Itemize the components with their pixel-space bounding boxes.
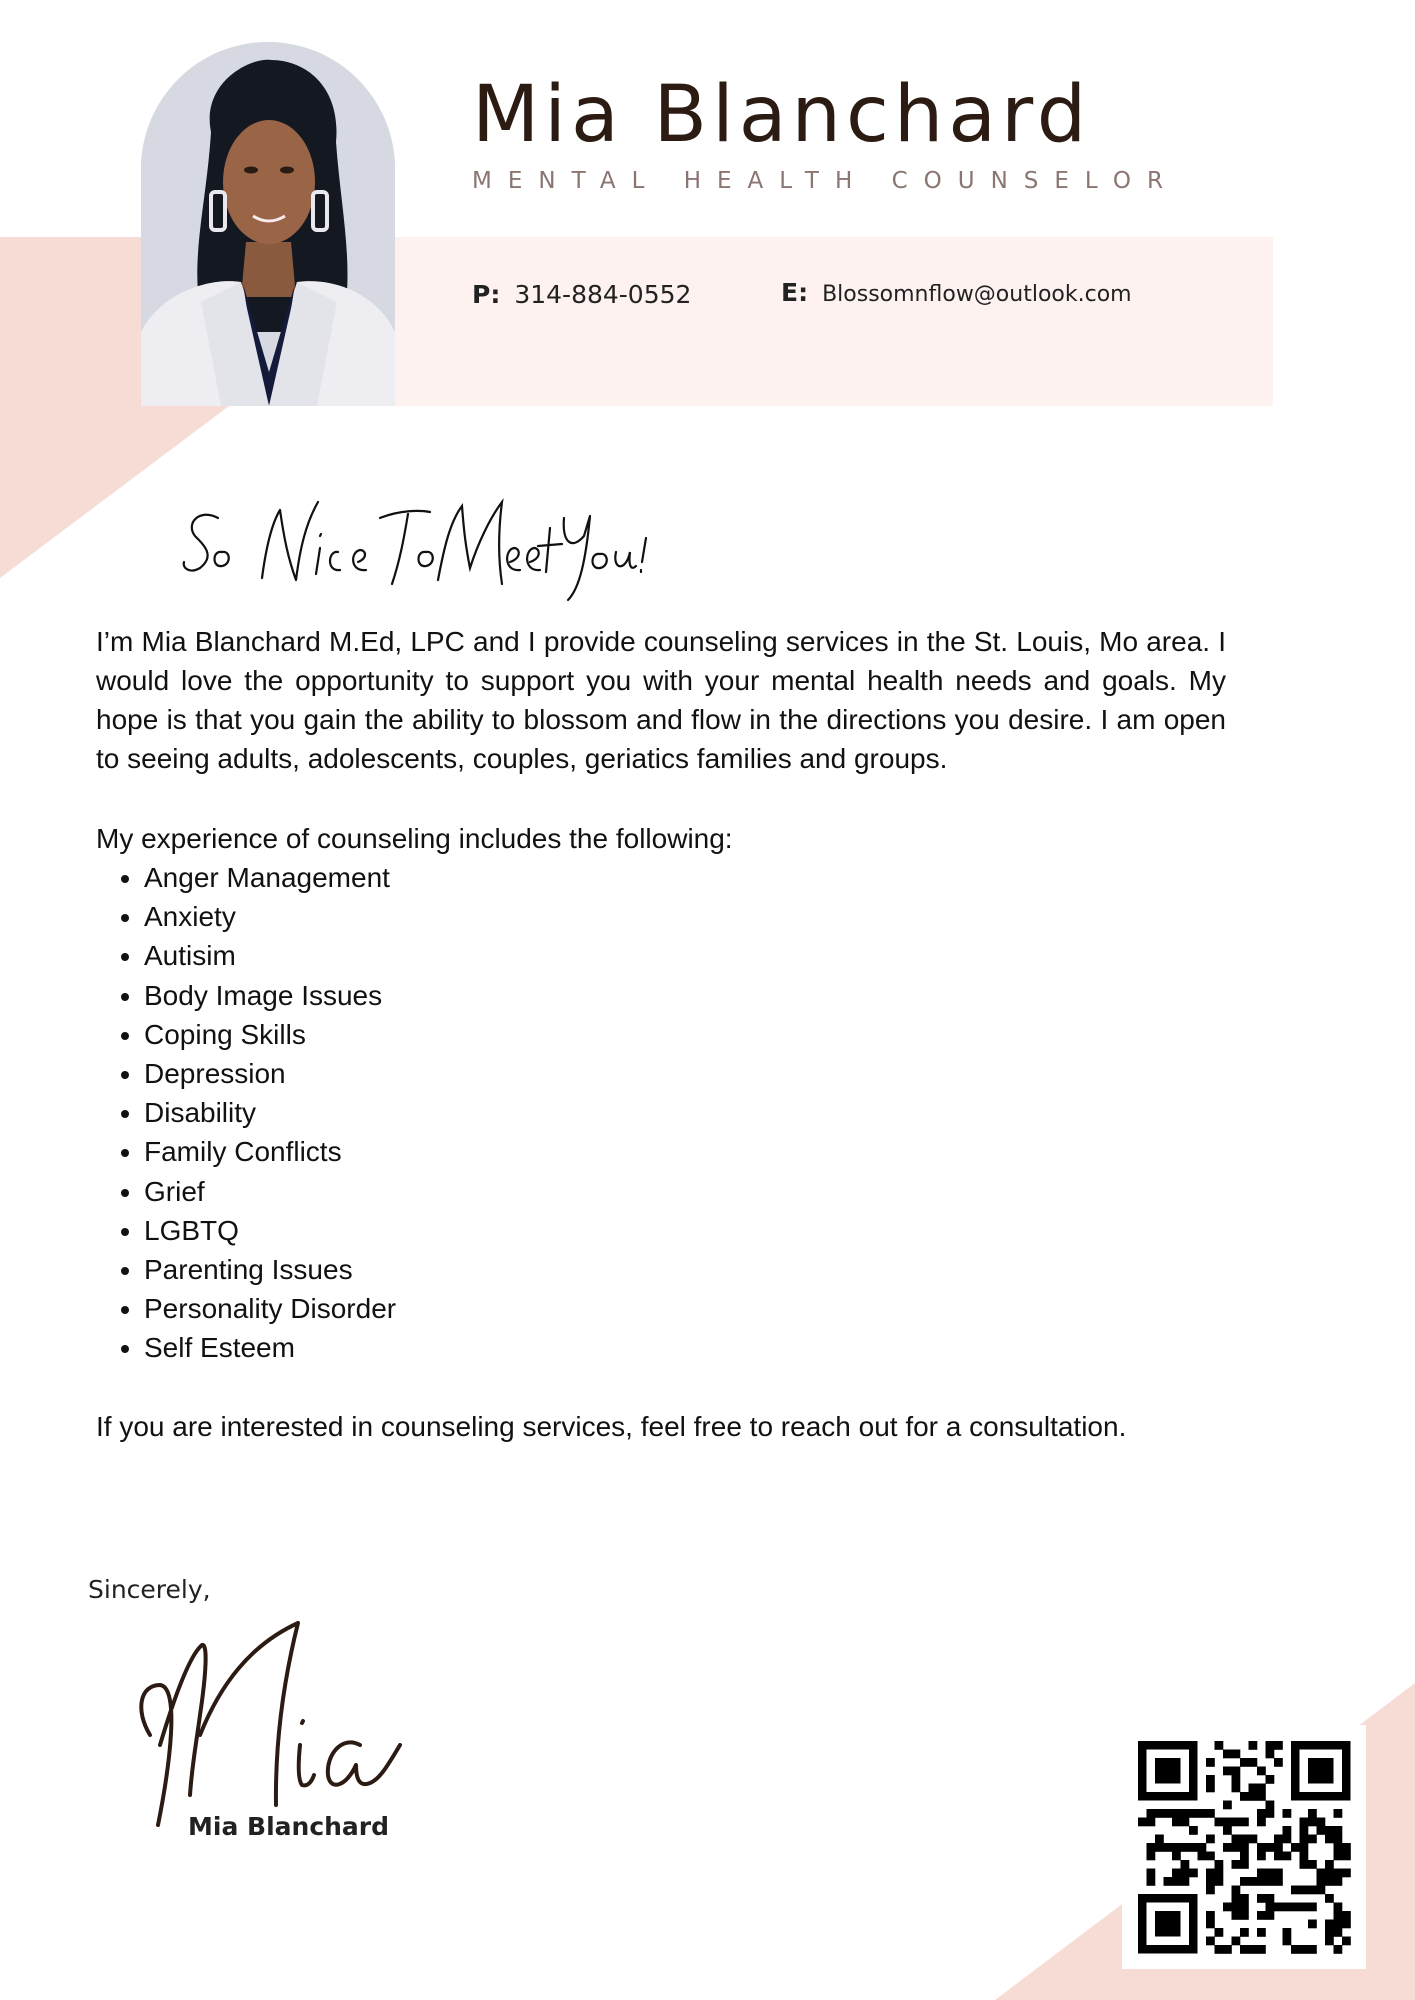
- list-item: • Personality Disorder: [144, 1289, 396, 1328]
- list-item: • Parenting Issues: [144, 1250, 396, 1289]
- phone-number: 314-884-0552: [514, 280, 692, 309]
- email-label: E:: [781, 278, 809, 307]
- signature-script: [130, 1615, 430, 1845]
- list-item: • Anxiety: [144, 897, 396, 936]
- applicant-name: Mia Blanchard: [472, 70, 1092, 160]
- list-item: • Disability: [144, 1093, 396, 1132]
- greeting-script: [180, 488, 660, 608]
- sign-off: Sincerely,: [88, 1575, 211, 1604]
- list-item: • Coping Skills: [144, 1015, 396, 1054]
- list-item: • Self Esteem: [144, 1328, 396, 1367]
- phone-contact: [472, 280, 691, 309]
- qr-code: [1122, 1725, 1366, 1969]
- list-item: • Depression: [144, 1054, 396, 1093]
- list-item: • Autisim: [144, 936, 396, 975]
- contact-band: [395, 237, 1273, 406]
- list-item: • LGBTQ: [144, 1211, 396, 1250]
- email-contact: [781, 278, 1132, 307]
- experience-heading: My experience of counseling includes the following:: [96, 823, 733, 854]
- services-list: [96, 858, 396, 1368]
- list-item: • Family Conflicts: [144, 1132, 396, 1171]
- signature-name: Mia Blanchard: [188, 1812, 390, 1841]
- list-item: • Grief: [144, 1172, 396, 1211]
- list-item: • Body Image Issues: [144, 976, 396, 1015]
- intro-paragraph: I’m Mia Blanchard M.Ed, LPC and I provide counseling services in the St. Louis, Mo area. I would love the opportunity to support you with your mental health needs and goals. My hope is that you gain the ability to blossom and flow in the directions you desire. I am open to seeing adults, adolescents, couples, geriatics families and groups.: [96, 626, 1226, 774]
- profile-photo: [141, 42, 395, 406]
- email-address: Blossomnflow@outlook.com: [822, 282, 1132, 307]
- qr-code-image: [1122, 1725, 1366, 1969]
- phone-label: P:: [472, 280, 501, 309]
- job-title: MENTAL HEALTH COUNSELOR: [472, 168, 1179, 194]
- list-item: • Anger Management: [144, 858, 396, 897]
- closing-paragraph: If you are interested in counseling services, feel free to reach out for a consultation.: [96, 1411, 1127, 1442]
